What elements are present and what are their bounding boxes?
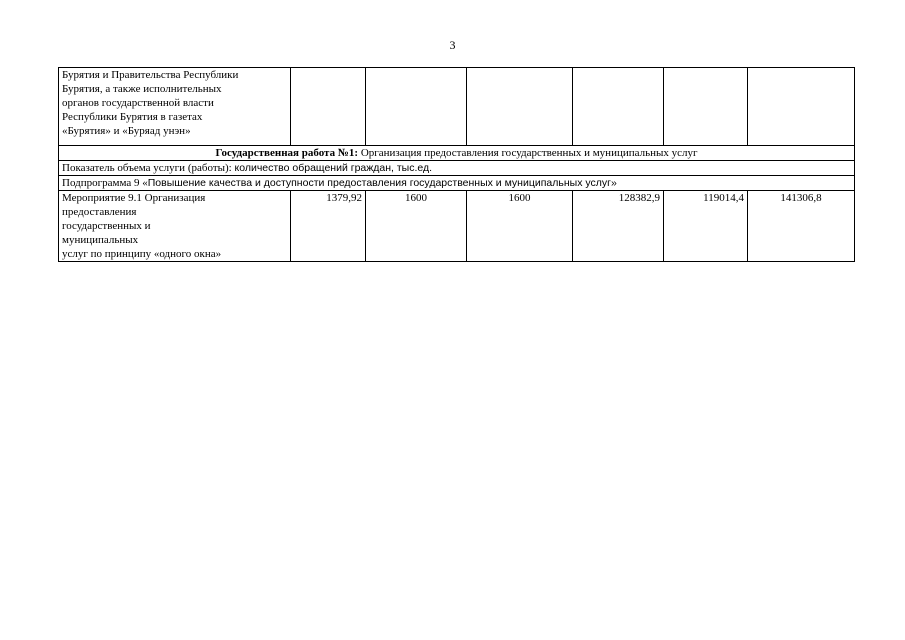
activity-name-text: Мероприятие 9.1 Организация предоставления государственных и муниципальных услуг по принципу «одного окна» (62, 192, 222, 260)
activity-value-1: 1379,92 (291, 191, 366, 262)
continuation-name-cell (59, 68, 291, 146)
page-number: 3 (449, 38, 456, 52)
section-header-bold: Государственная работа №1: (215, 147, 359, 159)
activity-name-cell (59, 191, 291, 262)
indicator-prefix: Показатель объема услуги (работы): (62, 162, 235, 174)
indicator-cell (59, 161, 855, 176)
table-row-section-header (59, 146, 855, 161)
activity-value-6: 141306,8 (748, 191, 855, 262)
empty-cell (366, 68, 467, 146)
empty-cell (664, 68, 748, 146)
table-row-continuation (59, 68, 855, 146)
empty-cell (573, 68, 664, 146)
activity-value-2: 1600 (366, 191, 467, 262)
empty-cell (467, 68, 573, 146)
section-header-text: Организация предоставления государственных и муниципальных услуг (358, 147, 698, 159)
indicator-text: количество обращений граждан, тыс.ед. (234, 162, 433, 174)
empty-cell (748, 68, 855, 146)
table-row-subprogram (59, 176, 855, 191)
subprogram-prefix: Подпрограмма 9 « (62, 177, 148, 189)
section-header-cell (59, 146, 855, 161)
activity-value-4: 128382,9 (573, 191, 664, 262)
empty-cell (291, 68, 366, 146)
subprogram-cell (59, 176, 855, 191)
activity-value-5: 119014,4 (664, 191, 748, 262)
document-table (58, 67, 855, 262)
table-row-activity (59, 191, 855, 262)
activity-value-3: 1600 (467, 191, 573, 262)
subprogram-text: Повышение качества и доступности предоставления государственных и муниципальных услуг» (147, 177, 617, 189)
continuation-name-text: Бурятия и Правительства Республики Бурятия, а также исполнительных органов государственной власти Республики Бурятия в газетах «Бурятия» и «Буряад унэн» (62, 69, 239, 137)
table-row-indicator (59, 161, 855, 176)
